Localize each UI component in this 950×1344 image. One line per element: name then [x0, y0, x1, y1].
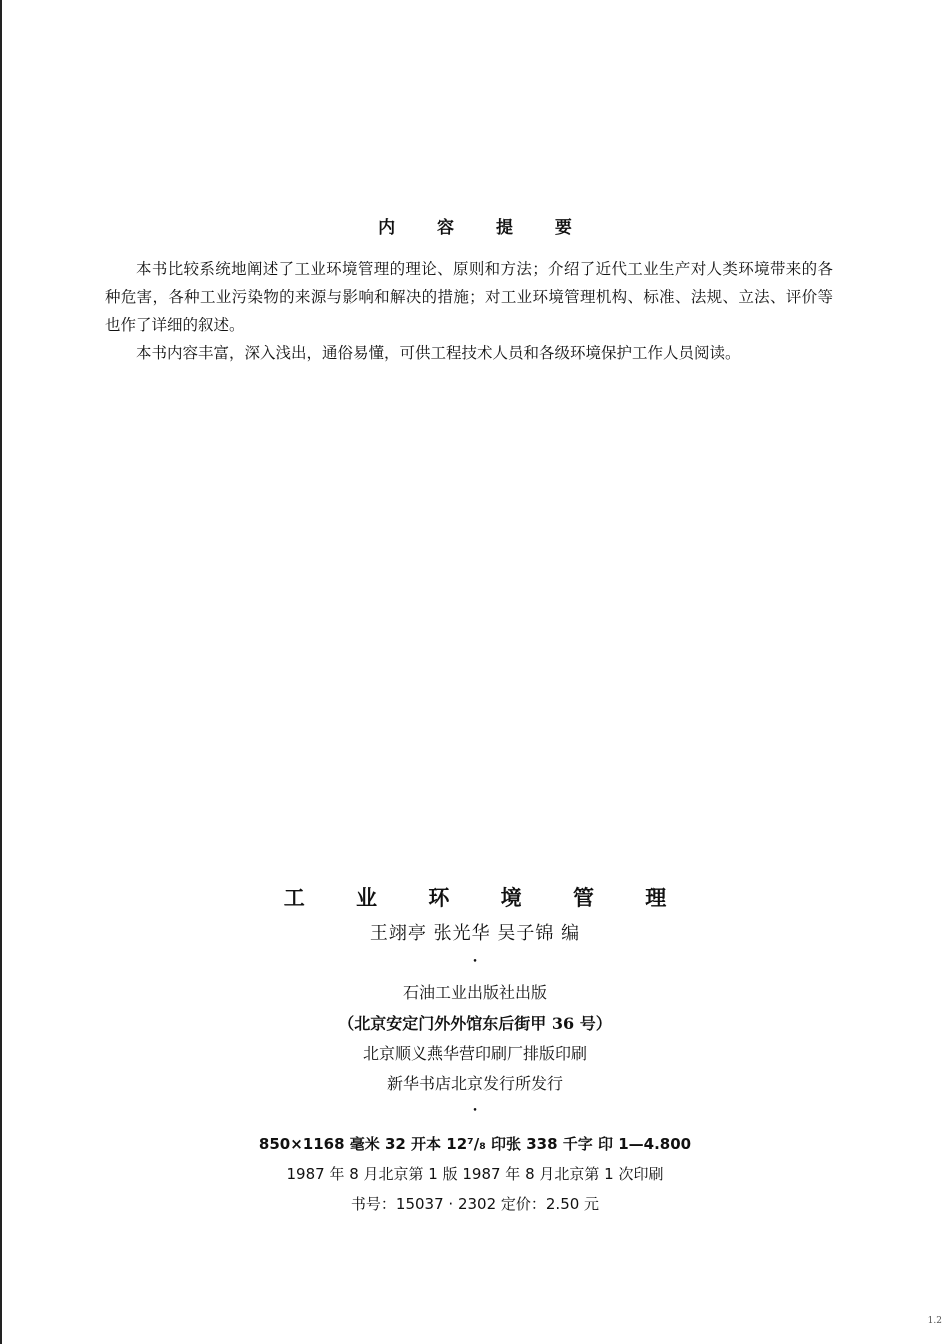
book-authors: 王翊亭 张光华 吴子锦 编: [369, 923, 581, 944]
print-specs: 850×1168 毫米 32 开本 12⁷/₈ 印张 338 千字 印 1—4.800: [258, 1135, 692, 1153]
separator-dot: •: [472, 957, 478, 967]
edition-info: 1987 年 8 月北京第 1 版 1987 年 8 月北京第 1 次印刷: [286, 1165, 664, 1183]
publisher-address: （北京安定门外外馆东后街甲 36 号）: [338, 1014, 612, 1033]
page-mark: 1.2: [927, 1316, 942, 1326]
summary-heading: 内 容 提 要: [378, 218, 590, 238]
summary-paragraph: 本书比较系统地阐述了工业环境管理的理论、原则和方法；介绍了近代工业生产对人类环境带来的各种危害，各种工业污染物的来源与影响和解决的措施；对工业环境管理机构、标准、法规、立法、评价等也作了详细的叙述。: [105, 260, 833, 334]
separator-dot: •: [472, 1106, 478, 1116]
book-title: 工 业 环 境 管 理: [283, 886, 689, 910]
printer: 北京顺义燕华营印刷厂排版印刷: [362, 1044, 587, 1063]
summary-body: [105, 255, 833, 367]
distributor: 新华书店北京发行所发行: [386, 1074, 563, 1093]
isbn-price: 书号：15037 · 2302 定价：2.50 元: [350, 1195, 600, 1213]
publisher: 石油工业出版社出版: [402, 983, 547, 1002]
summary-paragraph: 本书内容丰富，深入浅出，通俗易懂，可供工程技术人员和各级环境保护工作人员阅读。: [136, 344, 741, 362]
